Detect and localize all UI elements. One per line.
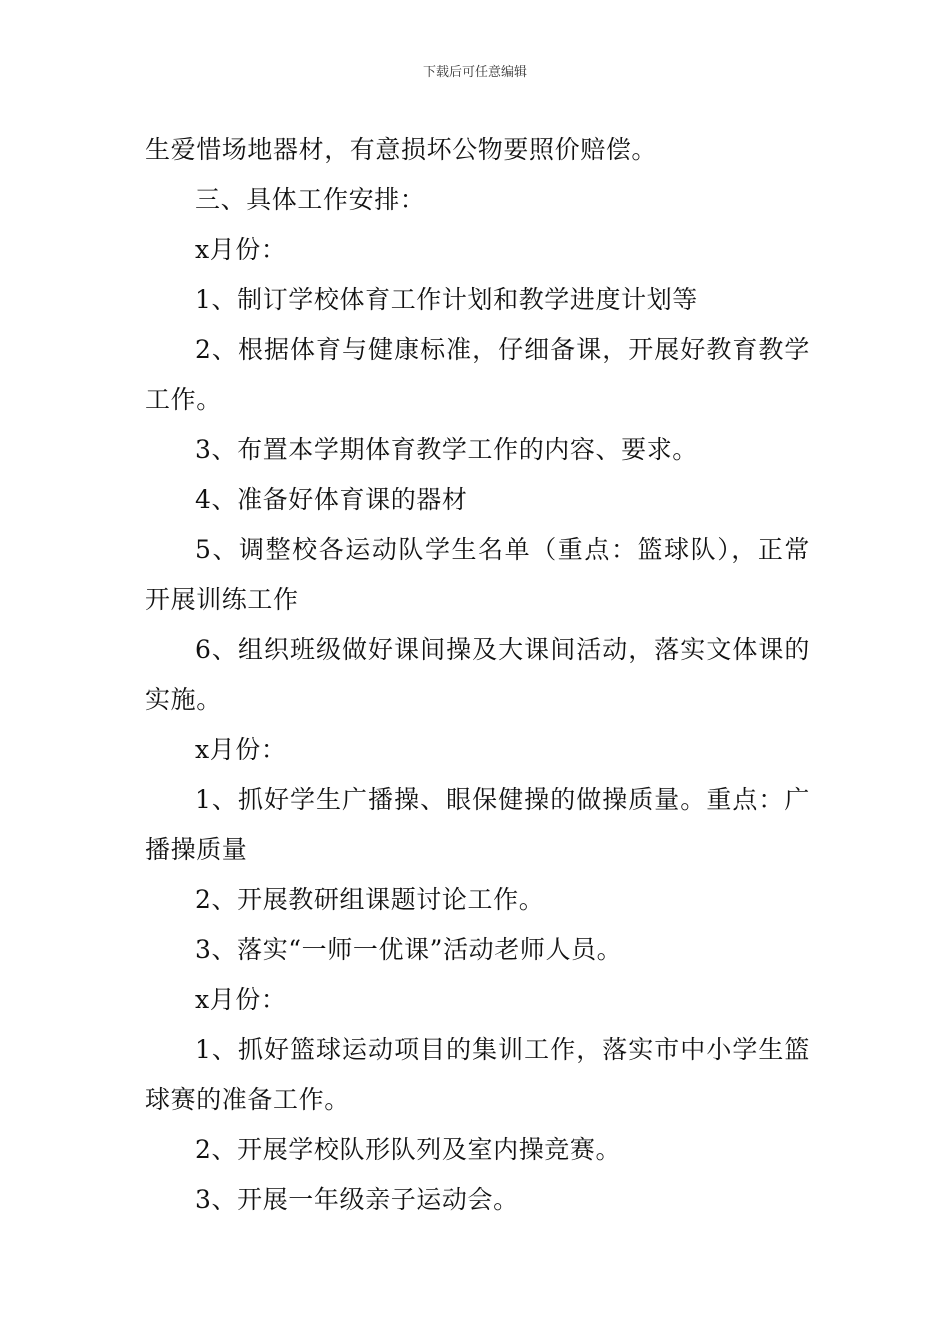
list-item: 1、制订学校体育工作计划和教学进度计划等 [195, 285, 698, 314]
list-item: 3、落实“一师一优课”活动老师人员。 [195, 935, 623, 964]
page-header: 下载后可任意编辑 [422, 65, 527, 80]
list-item: 2、开展学校队形队列及室内操竞赛。 [195, 1135, 622, 1164]
list-item: 3、开展一年级亲子运动会。 [195, 1185, 519, 1214]
list-item: 3、布置本学期体育教学工作的内容、要求。 [195, 435, 698, 464]
month-heading: x月份： [195, 235, 287, 264]
list-item: 4、准备好体育课的器材 [195, 485, 468, 514]
month-heading: x月份： [195, 735, 287, 764]
list-item: 6、组织班级做好课间操及大课间活动，落实文体课的实施。 [145, 635, 810, 714]
paragraph-continuation: 生爱惜场地器材，有意损坏公物要照价赔偿。 [145, 135, 658, 164]
list-item: 1、抓好学生广播操、眼保健操的做操质量。重点：广播操质量 [145, 785, 810, 864]
list-item: 2、根据体育与健康标准，仔细备课，开展好教育教学工作。 [145, 335, 810, 414]
list-item: 2、开展教研组课题讨论工作。 [195, 885, 545, 914]
list-item: 5、调整校各运动队学生名单（重点：篮球队），正常开展训练工作 [145, 535, 810, 614]
document-body [145, 125, 810, 1225]
month-heading: x月份： [195, 985, 287, 1014]
list-item: 1、抓好篮球运动项目的集训工作，落实市中小学生篮球赛的准备工作。 [145, 1035, 810, 1114]
section-heading: 三、具体工作安排： [195, 185, 426, 214]
